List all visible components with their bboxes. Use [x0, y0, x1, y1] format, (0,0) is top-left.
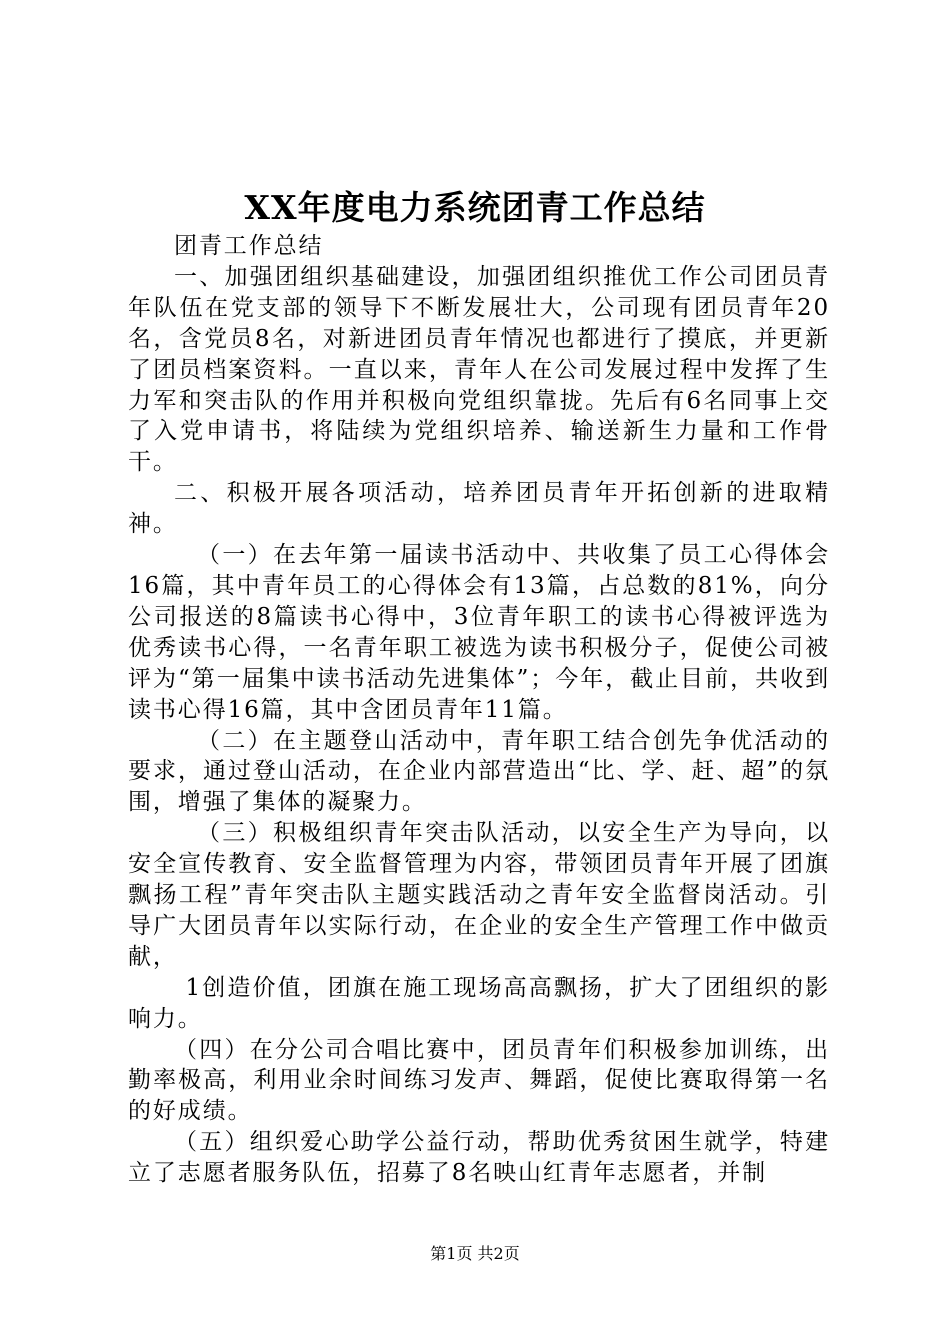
page-footer: 第1页 共2页 — [430, 1244, 520, 1263]
paragraph-item-five: （五）组织爱心助学公益行动，帮助优秀贫困生就学，特建立了志愿者服务队伍，招募了8名映山红青年志愿者，并制 — [128, 1129, 830, 1187]
paragraph-section-one: 一、加强团组织基础建设，加强团组织推优工作公司团员青年队伍在党支部的领导下不断发展壮大，公司现有团员青年20名，含党员8名，对新进团员青年情况也都进行了摸底，并更新了团员档案资料。一直以来，青年人在公司发展过程中发挥了生力军和突击队的作用并积极向党组织靠拢。先后有6名同事上交了入党申请书，将陆续为党组织培养、输送新生力量和工作骨干。 — [128, 263, 830, 476]
paragraph-item-two: （二）在主题登山活动中，青年职工结合创先争优活动的要求，通过登山活动，在企业内部营造出“比、学、赶、超”的氛围，增强了集体的凝聚力。 — [128, 727, 830, 816]
paragraph-item-three: （三）积极组织青年突击队活动，以安全生产为导向，以安全宣传教育、安全监督管理为内容，带领团员青年开展了团旗飘扬工程”青年突击队主题实践活动之青年安全监督岗活动。引导广大团员青年以实际行动，在企业的安全生产管理工作中做贡献， — [128, 820, 830, 970]
paragraph-item-four: （四）在分公司合唱比赛中，团员青年们积极参加训练，出勤率极高，利用业余时间练习发声、舞蹈，促使比赛取得第一名的好成绩。 — [128, 1036, 830, 1125]
document-body — [128, 231, 830, 1189]
paragraph-item-three-continued: 1创造价值，团旗在施工现场高高飘扬，扩大了团组织的影响力。 — [128, 974, 830, 1032]
paragraph-item-one: （一）在去年第一届读书活动中、共收集了员工心得体会16篇，其中青年员工的心得体会有13篇，占总数的81%，向分公司报送的8篇读书心得中，3位青年职工的读书心得被评选为优秀读书心得，一名青年职工被选为读书积极分子，促使公司被评为“第一届集中读书活动先进集体”；今年，截止目前，共收到读书心得16篇，其中含团员青年11篇。 — [128, 542, 830, 723]
section-heading: 团青工作总结 — [174, 233, 324, 259]
paragraph-section-two: 二、积极开展各项活动，培养团员青年开拓创新的进取精神。 — [128, 480, 830, 538]
document-title: XX年度电力系统团青工作总结 — [244, 188, 706, 227]
